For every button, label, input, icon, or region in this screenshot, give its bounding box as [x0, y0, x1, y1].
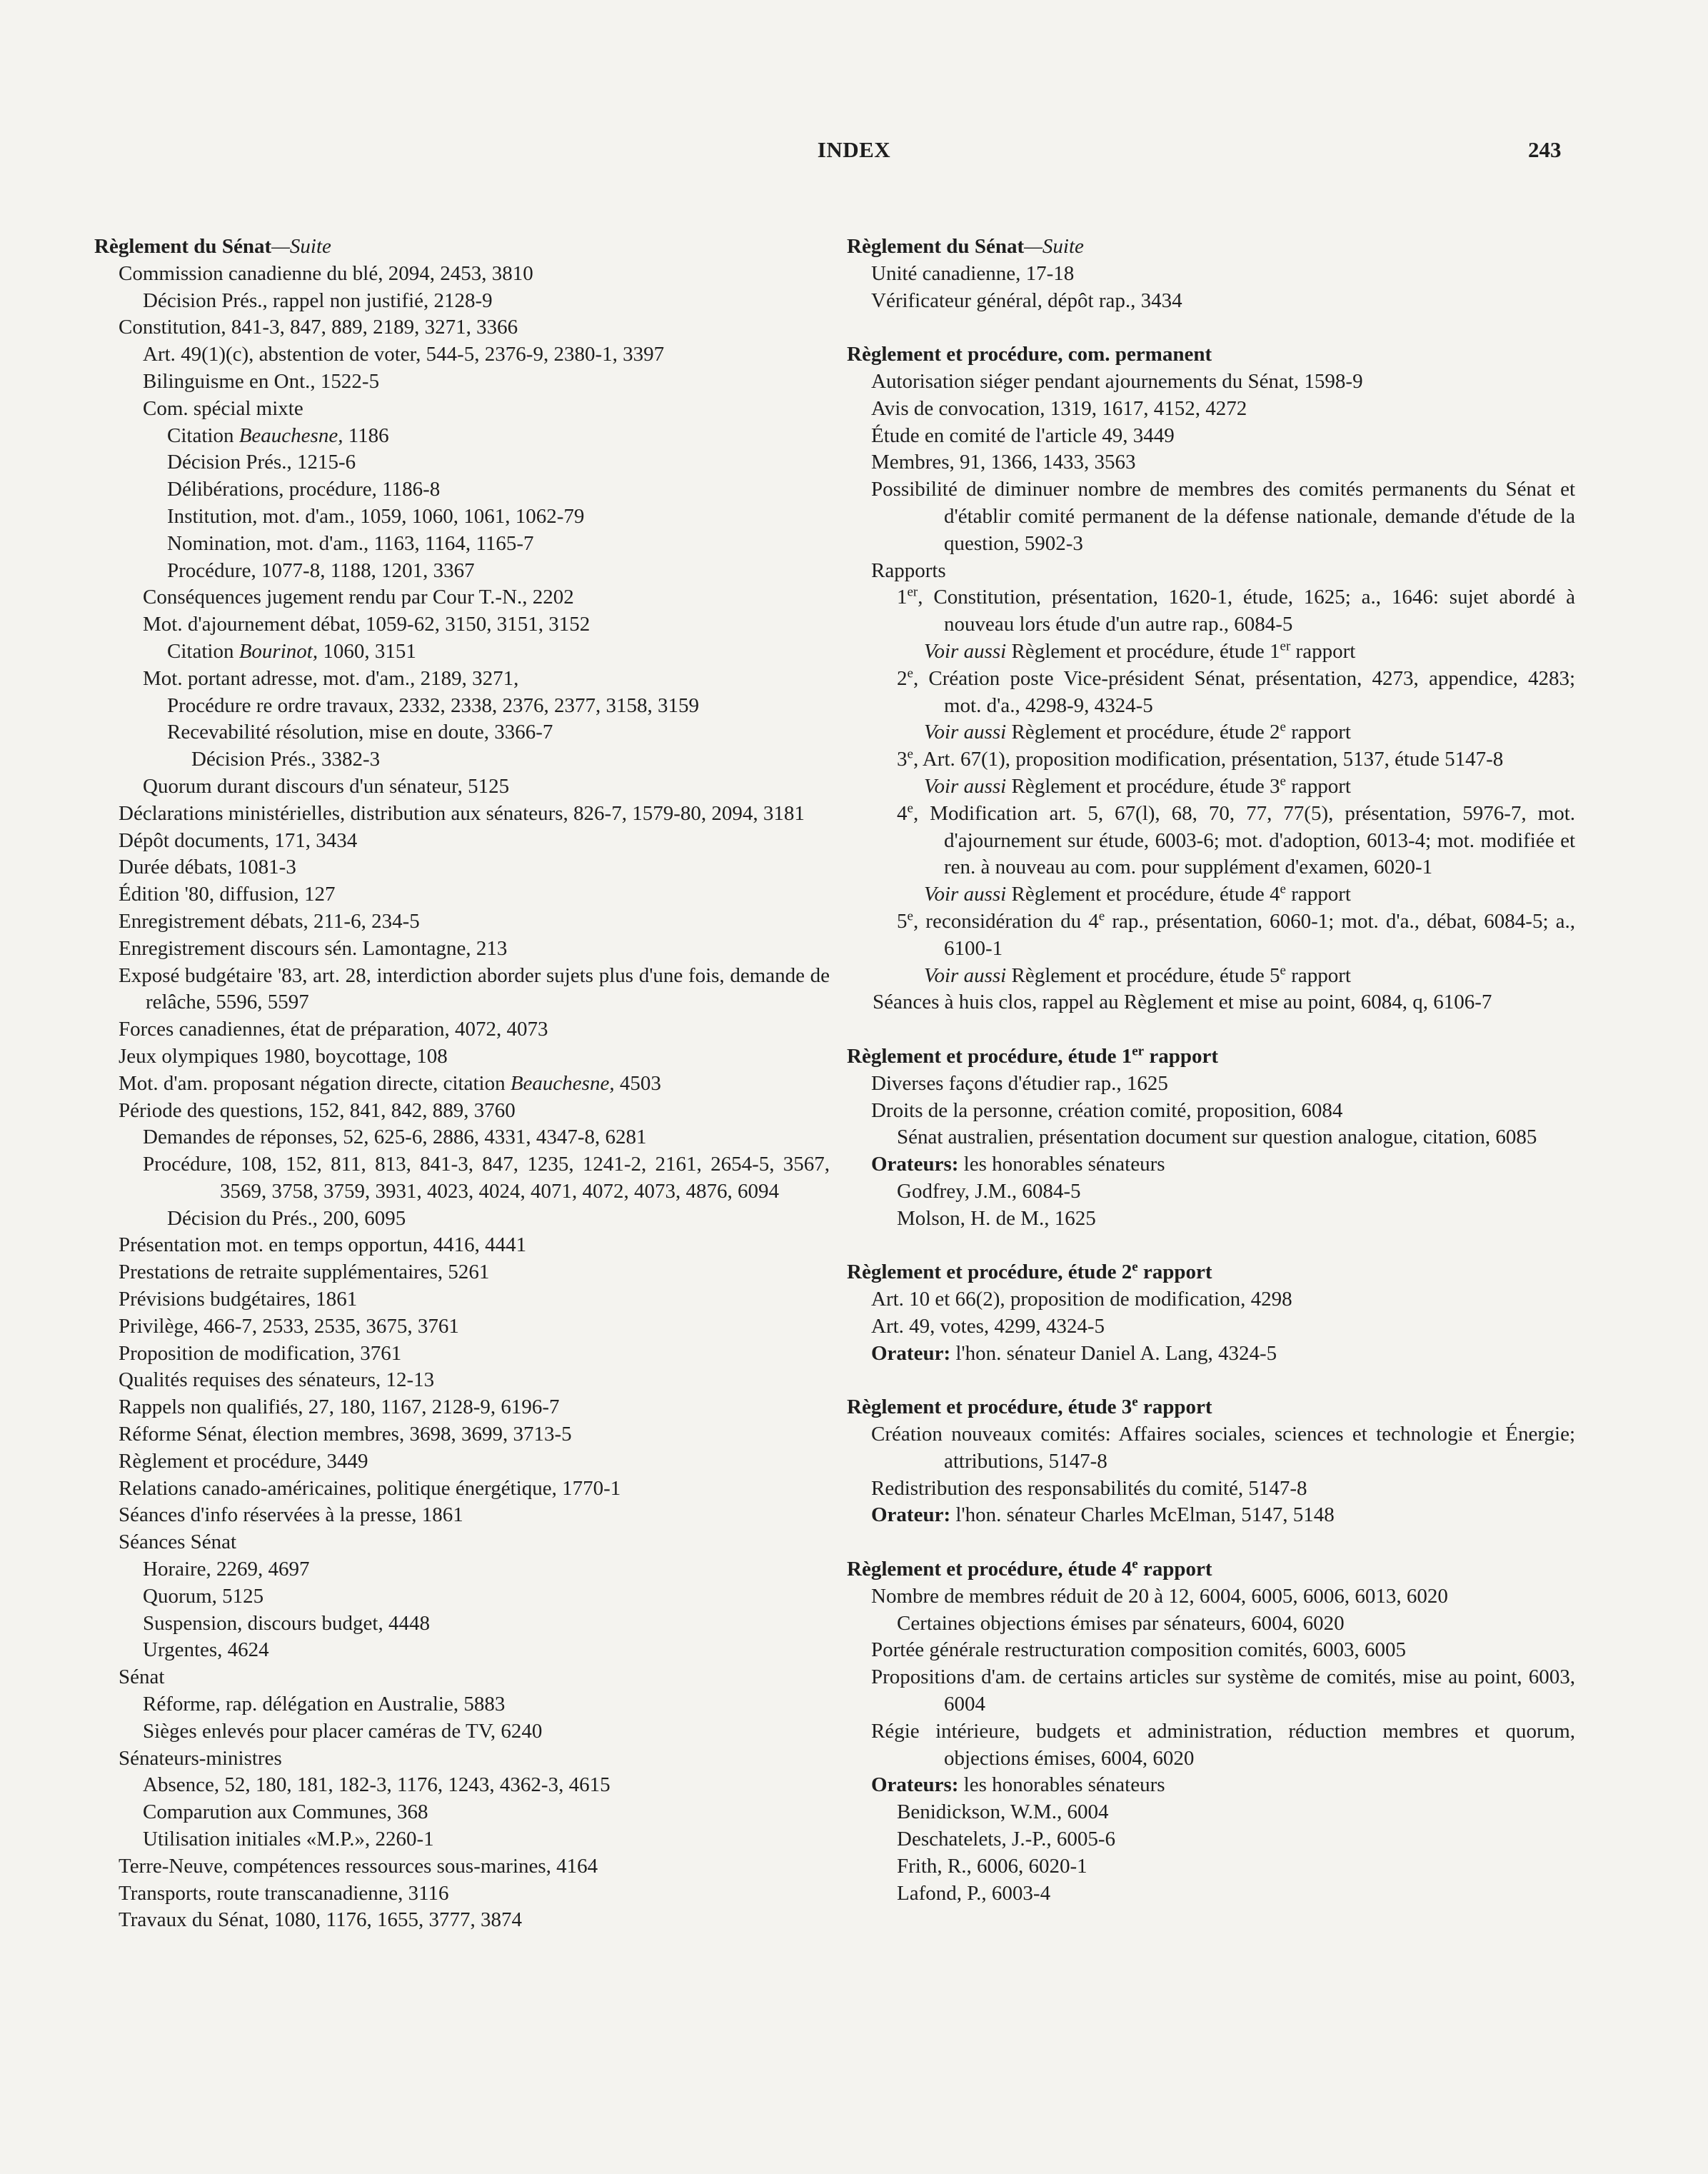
index-entry: Droits de la personne, création comité, proposition, 6084 — [871, 1098, 1343, 1122]
index-entry: Quorum, 5125 — [143, 1584, 264, 1608]
index-heading: Règlement et procédure, étude 3e rapport — [847, 1394, 1212, 1419]
index-entry: Institution, mot. d'am., 1059, 1060, 1061, 1062-79 — [167, 504, 585, 528]
index-column-left — [94, 234, 830, 1934]
index-entry: Deschatelets, J.-P., 6005-6 — [897, 1828, 1116, 1851]
index-entry: Demandes de réponses, 52, 625-6, 2886, 4331, 4347-8, 6281 — [143, 1126, 647, 1149]
index-entry: Rapports — [871, 558, 946, 582]
index-entry: Séances d'info réservées à la presse, 1861 — [119, 1503, 463, 1527]
index-entry: Utilisation initiales «M.P.», 2260-1 — [143, 1828, 434, 1851]
index-heading: Règlement et procédure, étude 1er rapport — [847, 1043, 1218, 1068]
index-entry: Sénateurs-ministres — [119, 1746, 282, 1770]
page-number: 243 — [1528, 137, 1562, 162]
index-entry: Art. 49, votes, 4299, 4324-5 — [871, 1314, 1105, 1338]
index-entry: Mot. d'ajournement débat, 1059-62, 3150, 3151, 3152 — [143, 613, 591, 636]
index-heading: Règlement et procédure, étude 4e rapport — [847, 1556, 1212, 1581]
index-entry: Période des questions, 152, 841, 842, 889, 3760 — [119, 1098, 516, 1122]
index-entry: Voir aussi Règlement et procédure, étude 5e rapport — [924, 962, 1351, 987]
index-entry: Godfrey, J.M., 6084-5 — [897, 1179, 1081, 1203]
index-entry: Édition '80, diffusion, 127 — [119, 883, 336, 906]
page-title: INDEX — [817, 137, 891, 162]
index-entry: Diverses façons d'étudier rap., 1625 — [871, 1071, 1168, 1095]
index-entry: Autorisation siéger pendant ajournements du Sénat, 1598-9 — [871, 369, 1363, 393]
index-entry: Relations canado-américaines, politique énergétique, 1770-1 — [119, 1476, 621, 1500]
index-entry: Règlement et procédure, 3449 — [119, 1449, 368, 1473]
index-entry: Séances à huis clos, rappel au Règlement et mise au point, 6084, q, 6106-7 — [873, 991, 1492, 1014]
index-entry: Bilinguisme en Ont., 1522-5 — [143, 369, 380, 393]
index-entry: Décision Prés., 3382-3 — [191, 748, 381, 771]
index-entry: Lafond, P., 6003-4 — [897, 1881, 1051, 1905]
index-entry: Enregistrement débats, 211-6, 234-5 — [119, 909, 420, 933]
index-entry: Possibilité de diminuer nombre de membres des comités permanents du Sénat et d'établir comité permanent de la défense nationale, demande d'étude de la question, 5902-3 — [871, 478, 1575, 555]
index-entry: Urgentes, 4624 — [143, 1638, 269, 1662]
index-entry: Mot. portant adresse, mot. d'am., 2189, 3271, — [143, 666, 519, 690]
index-entry: Orateur: l'hon. sénateur Daniel A. Lang, 4324-5 — [871, 1341, 1277, 1365]
index-entry: Suspension, discours budget, 4448 — [143, 1611, 430, 1635]
index-entry: Orateurs: les honorables sénateurs — [871, 1153, 1165, 1176]
index-entry: Sièges enlevés pour placer caméras de TV, 6240 — [143, 1719, 543, 1743]
index-entry: Horaire, 2269, 4697 — [143, 1558, 310, 1581]
index-heading: Règlement du Sénat—Suite — [847, 235, 1084, 258]
index-entry: Propositions d'am. de certains articles sur système de comités, mise au point, 6003, 6004 — [871, 1665, 1575, 1716]
index-entry: Prévisions budgétaires, 1861 — [119, 1288, 358, 1311]
index-entry: 2e, Création poste Vice-président Sénat, présentation, 4273, appendice, 4283; mot. d'a., 4298-9, 4324-5 — [897, 666, 1575, 717]
index-entry: Vérificateur général, dépôt rap., 3434 — [871, 289, 1182, 312]
index-entry: Commission canadienne du blé, 2094, 2453, 3810 — [119, 261, 533, 285]
index-entry: Régie intérieure, budgets et administration, réduction membres et quorum, objections émises, 6004, 6020 — [871, 1719, 1575, 1770]
index-entry: Décision Prés., 1215-6 — [167, 451, 356, 474]
index-entry: Forces canadiennes, état de préparation, 4072, 4073 — [119, 1018, 548, 1041]
index-entry: Mot. d'am. proposant négation directe, citation Beauchesne, 4503 — [119, 1071, 661, 1095]
index-entry: Création nouveaux comités: Affaires sociales, sciences et technologie et Énergie; attributions, 5147-8 — [871, 1423, 1575, 1473]
index-entry: Qualités requises des sénateurs, 12-13 — [119, 1368, 435, 1392]
index-entry: Sénat australien, présentation document sur question analogue, citation, 6085 — [897, 1126, 1537, 1149]
index-entry: Sénat — [119, 1665, 165, 1689]
index-entry: Orateurs: les honorables sénateurs — [871, 1773, 1165, 1797]
index-entry: Molson, H. de M., 1625 — [897, 1206, 1096, 1230]
index-entry: Procédure, 1077-8, 1188, 1201, 3367 — [167, 558, 475, 582]
index-entry: Terre-Neuve, compétences ressources sous-marines, 4164 — [119, 1854, 598, 1878]
index-entry: Séances Sénat — [119, 1531, 237, 1554]
index-entry: Membres, 91, 1366, 1433, 3563 — [871, 451, 1136, 474]
index-entry: Privilège, 466-7, 2533, 2535, 3675, 3761 — [119, 1314, 459, 1338]
index-entry: Réforme Sénat, élection membres, 3698, 3699, 3713-5 — [119, 1423, 572, 1446]
index-entry: Benidickson, W.M., 6004 — [897, 1800, 1109, 1824]
index-entry: Constitution, 841-3, 847, 889, 2189, 3271, 3366 — [119, 316, 518, 339]
index-entry: Citation Bourinot, 1060, 3151 — [167, 639, 416, 663]
index-entry: Durée débats, 1081-3 — [119, 856, 296, 879]
index-entry: Frith, R., 6006, 6020-1 — [897, 1854, 1087, 1878]
index-entry: Nomination, mot. d'am., 1163, 1164, 1165-7 — [167, 531, 534, 555]
index-entry: Transports, route transcanadienne, 3116 — [119, 1881, 449, 1905]
index-entry: Délibérations, procédure, 1186-8 — [167, 478, 441, 501]
index-entry: Rappels non qualifiés, 27, 180, 1167, 2128-9, 6196-7 — [119, 1396, 560, 1419]
index-entry: Redistribution des responsabilités du comité, 5147-8 — [871, 1476, 1307, 1500]
index-entry: Dépôt documents, 171, 3434 — [119, 828, 358, 852]
index-entry: Voir aussi Règlement et procédure, étude 4e rapport — [924, 881, 1351, 906]
index-entry: Absence, 52, 180, 181, 182-3, 1176, 1243, 4362-3, 4615 — [143, 1773, 611, 1797]
index-entry: Orateur: l'hon. sénateur Charles McElman, 5147, 5148 — [871, 1503, 1335, 1527]
index-entry: Certaines objections émises par sénateurs, 6004, 6020 — [897, 1611, 1345, 1635]
index-entry: Avis de convocation, 1319, 1617, 4152, 4272 — [871, 396, 1247, 420]
index-entry: Prestations de retraite supplémentaires, 5261 — [119, 1261, 490, 1284]
index-entry: Procédure re ordre travaux, 2332, 2338, 2376, 2377, 3158, 3159 — [167, 693, 699, 717]
index-entry: 1er, Constitution, présentation, 1620-1, étude, 1625; a., 1646: sujet abordé à nouveau lors étude d'un autre rap., 6084-5 — [897, 584, 1575, 636]
index-entry: Présentation mot. en temps opportun, 4416, 4441 — [119, 1233, 527, 1257]
index-entry: Enregistrement discours sén. Lamontagne, 213 — [119, 936, 508, 960]
index-heading: Règlement et procédure, étude 2e rapport — [847, 1259, 1212, 1284]
index-entry: Unité canadienne, 17-18 — [871, 261, 1075, 285]
index-entry: Recevabilité résolution, mise en doute, 3366-7 — [167, 721, 553, 744]
index-entry: 3e, Art. 67(1), proposition modification, présentation, 5137, étude 5147-8 — [897, 746, 1504, 771]
index-entry: Comparution aux Communes, 368 — [143, 1800, 428, 1824]
index-entry: Nombre de membres réduit de 20 à 12, 6004, 6005, 6006, 6013, 6020 — [871, 1584, 1448, 1608]
index-entry: Art. 10 et 66(2), proposition de modification, 4298 — [871, 1288, 1292, 1311]
index-entry: Portée générale restructuration composition comités, 6003, 6005 — [871, 1638, 1406, 1662]
index-column-right — [847, 234, 1575, 1907]
index-entry: Art. 49(1)(c), abstention de voter, 544-5, 2376-9, 2380-1, 3397 — [143, 343, 665, 366]
index-entry: Exposé budgétaire '83, art. 28, interdiction aborder sujets plus d'une fois, demande de relâche, 5596, 5597 — [119, 963, 830, 1014]
index-entry: 4e, Modification art. 5, 67(l), 68, 70, 77, 77(5), présentation, 5976-7, mot. d'ajournement sur étude, 6003-6; mot. d'adoption, 6013-4; mot. modifiée et ren. à nouveau au com. pour supplément d'examen, 6020-1 — [897, 801, 1575, 879]
index-entry: Travaux du Sénat, 1080, 1176, 1655, 3777, 3874 — [119, 1908, 522, 1932]
index-entry: Quorum durant discours d'un sénateur, 5125 — [143, 774, 510, 798]
index-entry: Décision Prés., rappel non justifié, 2128-9 — [143, 289, 493, 312]
index-entry: Voir aussi Règlement et procédure, étude 1er rapport — [924, 638, 1356, 663]
index-entry: Étude en comité de l'article 49, 3449 — [871, 424, 1175, 447]
index-entry: Réforme, rap. délégation en Australie, 5883 — [143, 1693, 506, 1716]
index-entry: Décision du Prés., 200, 6095 — [167, 1206, 406, 1230]
index-entry: Voir aussi Règlement et procédure, étude 3e rapport — [924, 773, 1351, 798]
index-heading: Règlement du Sénat—Suite — [94, 235, 331, 258]
index-entry: Com. spécial mixte — [143, 396, 303, 420]
index-entry: Jeux olympiques 1980, boycottage, 108 — [119, 1044, 448, 1068]
index-entry: Voir aussi Règlement et procédure, étude 2e rapport — [924, 719, 1351, 744]
index-entry: Procédure, 108, 152, 811, 813, 841-3, 847, 1235, 1241-2, 2161, 2654-5, 3567, 3569, 3758, 3759, 3931, 4023, 4024, 4071, 4072, 4073, 4876, 6094 — [143, 1153, 830, 1203]
index-entry: Déclarations ministérielles, distribution aux sénateurs, 826-7, 1579-80, 2094, 3181 — [119, 801, 805, 825]
index-entry: 5e, reconsidération du 4e rap., présentation, 6060-1; mot. d'a., débat, 6084-5; a., 6100-1 — [897, 908, 1575, 960]
index-entry: Proposition de modification, 3761 — [119, 1341, 402, 1365]
index-entry: Citation Beauchesne, 1186 — [167, 424, 389, 447]
index-heading: Règlement et procédure, com. permanent — [847, 343, 1212, 366]
index-entry: Conséquences jugement rendu par Cour T.-N., 2202 — [143, 586, 574, 609]
